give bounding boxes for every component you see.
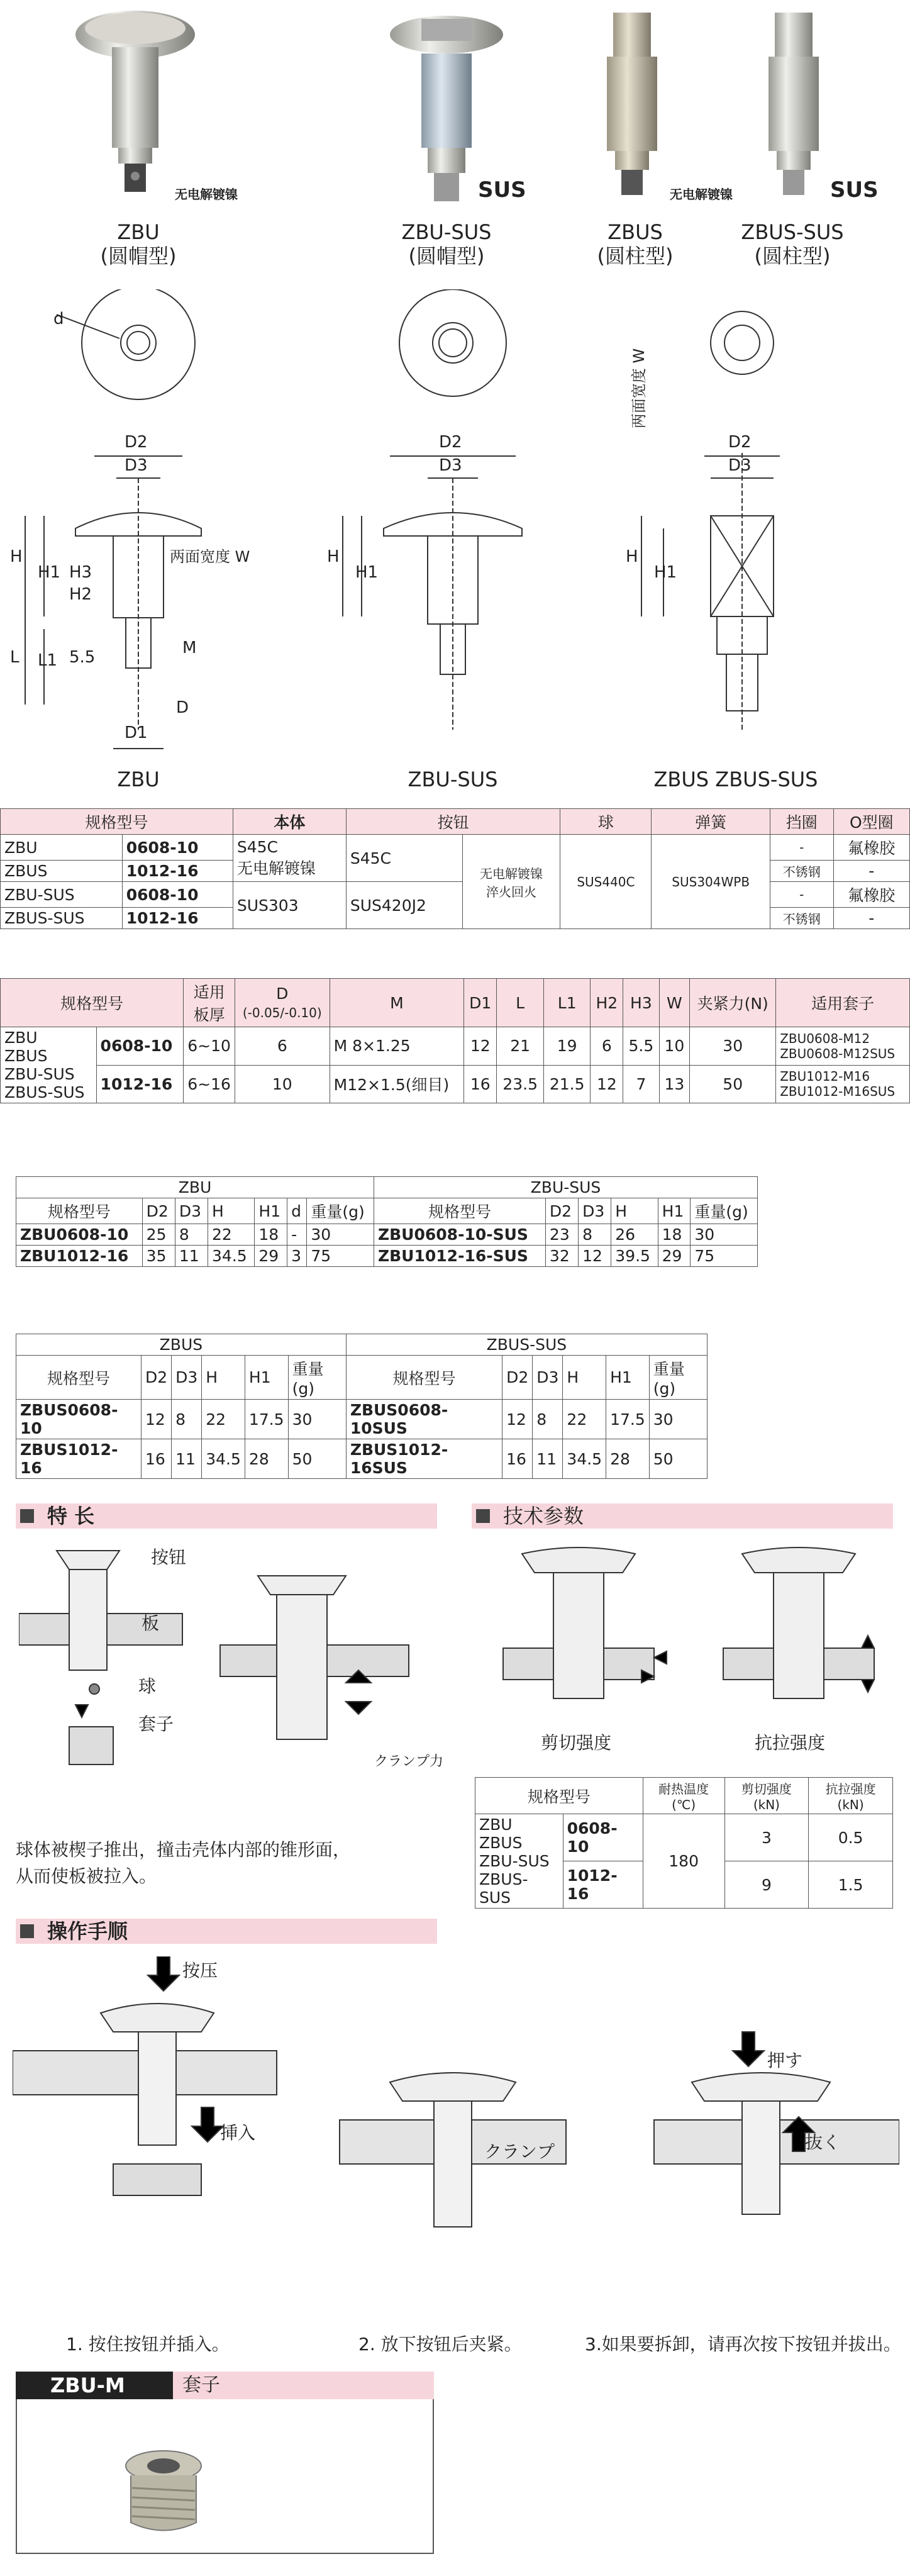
st-h2-1: 12 (591, 1065, 623, 1103)
zbus-sus-group: ZBUS-SUS (346, 1334, 707, 1356)
zs-m2-0: ZBUS0608-10SUS (346, 1400, 502, 1439)
features-square-icon (20, 1509, 34, 1523)
mt-oring-3: - (833, 908, 909, 929)
zt-h-1: 34.5 (208, 1246, 255, 1267)
mt-oring-2: 氟橡胶 (833, 882, 909, 908)
st-m-1: M12×1.5(细目) (330, 1065, 463, 1103)
st-d1-1: 16 (464, 1065, 497, 1103)
mt-h-spring: 弹簧 (652, 809, 770, 835)
zs-w-0: 30 (288, 1400, 346, 1439)
zs-h0: 规格型号 (16, 1356, 141, 1400)
dim-d3-zbu: D3 (125, 456, 148, 475)
zs-sh-1: 34.5 (563, 1439, 606, 1479)
zt-sh1-0: 18 (658, 1224, 691, 1246)
zs-h5: 重量(g) (288, 1356, 346, 1400)
zs-sh1-0: 17.5 (606, 1400, 650, 1439)
zt-sd2-1: 32 (545, 1246, 578, 1267)
op-pull-label: 抜く (805, 2132, 841, 2153)
operation-square-icon (20, 1924, 34, 1938)
zt-s-h2: D3 (579, 1198, 611, 1224)
dim-d2-zbus: D2 (728, 433, 752, 452)
st-h3-0: 5.5 (623, 1027, 659, 1066)
operation-diagram (13, 1956, 899, 2315)
zt-m2-0: ZBU0608-10-SUS (374, 1224, 546, 1246)
zt-s-h1: D2 (545, 1198, 578, 1224)
caption-zbus: ZBUS ZBUS-SUS (653, 767, 818, 791)
mt-model-2: ZBU-SUS (1, 882, 123, 908)
zbus-photo (607, 13, 657, 195)
zs-h-0: 22 (202, 1400, 245, 1439)
mt-size-2: 0608-10 (122, 882, 233, 908)
dim-w-zbus: 两面宽度 W (630, 348, 648, 429)
zs-h1: D2 (141, 1356, 171, 1400)
zs-sd2-0: 12 (502, 1400, 533, 1439)
mt-h-oring: O型圈 (833, 809, 909, 835)
zbu-photo (75, 11, 195, 192)
st-h-model: 规格型号 (1, 979, 184, 1027)
dim-d2-zbu: D2 (125, 433, 148, 452)
zt-h4: H1 (255, 1198, 287, 1224)
zs-s-h5: 重量(g) (649, 1356, 707, 1400)
zs-m2-1: ZBUS1012-16SUS (346, 1439, 502, 1479)
zs-m1-0: ZBUS0608-10 (16, 1400, 141, 1439)
zbus-dim-table (16, 1334, 707, 1479)
zbu-sus-code: ZBU-SUS (401, 220, 492, 244)
tt-h0: 规格型号 (475, 1778, 643, 1814)
mt-h-button: 按钮 (346, 809, 560, 835)
zt-s-h3: H (611, 1198, 658, 1224)
zt-s-h5: 重量(g) (691, 1198, 758, 1224)
mt-ring-2: - (770, 882, 833, 908)
zbus-sus-badge: SUS (830, 177, 879, 203)
zs-sh-0: 22 (563, 1400, 606, 1439)
st-l-1: 23.5 (497, 1065, 544, 1103)
mt-ring-1: 不锈钢 (770, 861, 833, 882)
zt-m2-1: ZBU1012-16-SUS (374, 1246, 546, 1267)
st-thick-0: 6~10 (184, 1027, 235, 1066)
dim-d3-zbus: D3 (728, 456, 752, 475)
mt-button-note: 无电解镀镍 淬火回火 (462, 835, 560, 929)
zt-d3-1: 11 (175, 1246, 208, 1267)
zbus-group: ZBUS (16, 1334, 347, 1356)
feat-ball-label: 球 (138, 1676, 157, 1697)
zbus-code: ZBUS (608, 220, 663, 244)
tt-models: ZBU ZBUS ZBU-SUS ZBUS-SUS (475, 1814, 563, 1909)
dim-d2-sus: D2 (439, 433, 462, 452)
dim-h-sus: H (327, 547, 340, 566)
mt-size-3: 1012-16 (122, 908, 233, 929)
st-h-force: 夹紧力(N) (690, 979, 776, 1027)
mt-ring-0: - (770, 835, 833, 861)
zt-h5: d (287, 1198, 307, 1224)
st-h3-1: 7 (623, 1065, 659, 1103)
feat-sleeve-label: 套子 (138, 1714, 174, 1734)
zt-h1-1: 29 (255, 1246, 287, 1267)
zs-h2: D3 (172, 1356, 202, 1400)
zs-h4: H1 (245, 1356, 288, 1400)
tt-tensile-1: 1.5 (809, 1861, 893, 1909)
zt-m1-1: ZBU1012-16 (16, 1246, 143, 1267)
mt-body-0: S45C 无电解镀镍 (233, 835, 346, 882)
zs-w-1: 50 (288, 1439, 346, 1479)
dim-d: d (53, 309, 64, 328)
zt-sw-1: 75 (691, 1246, 758, 1267)
zbum-sleeve-photo (113, 2441, 214, 2541)
zt-sd3-0: 8 (579, 1224, 611, 1246)
zs-sd3-0: 8 (533, 1400, 563, 1439)
st-h-d1: D1 (464, 979, 497, 1027)
mt-ring-3: 不锈钢 (770, 908, 833, 929)
st-h2-0: 6 (591, 1027, 623, 1066)
dim-h1-zbu: H1 (38, 563, 61, 582)
zs-s-h4: H1 (606, 1356, 650, 1400)
dim-h1-zbus: H1 (654, 563, 677, 582)
zt-d2-1: 35 (142, 1246, 175, 1267)
st-l1-0: 19 (543, 1027, 591, 1066)
st-h-m: M (330, 979, 463, 1027)
zbus-type: (圆柱型) (597, 244, 674, 268)
zt-h1-0: 18 (255, 1224, 287, 1246)
st-sleeve-1: ZBU1012-M16 ZBU1012-M16SUS (776, 1065, 910, 1103)
op-step-3: 3.如果要拆卸，请再次按下按钮并拔出。 (585, 2334, 901, 2355)
zt-s-h4: H1 (658, 1198, 691, 1224)
zt-sw-0: 30 (691, 1224, 758, 1246)
dim-d1: D1 (125, 723, 148, 742)
st-d1-0: 12 (464, 1027, 497, 1066)
st-h-l1: L1 (543, 979, 591, 1027)
st-h-sleeve: 适用套子 (776, 979, 910, 1027)
operation-title: 操作手顺 (47, 1919, 128, 1943)
mt-size-1: 1012-16 (122, 861, 233, 882)
dim-h1-sus: H1 (355, 563, 379, 582)
tt-shear-0: 3 (724, 1814, 809, 1861)
caption-zbu-sus: ZBU-SUS (408, 767, 498, 791)
zs-sd2-1: 16 (502, 1439, 533, 1479)
zbum-name: 套子 (173, 2372, 434, 2399)
tech-diagram (478, 1541, 893, 1724)
tt-h1: 耐热温度(℃) (643, 1778, 724, 1814)
st-h-l: L (497, 979, 544, 1027)
op-insert-label: 挿入 (220, 2122, 256, 2143)
dim-w-zbu: 两面宽度 W (170, 548, 250, 566)
zbu-sus-photo (390, 16, 503, 201)
mt-oring-0: 氟橡胶 (833, 835, 909, 861)
feat-desc-2: 从而使板被拉入。 (16, 1866, 157, 1887)
features-diagram (19, 1538, 434, 1853)
st-sleeve-0: ZBU0608-M12 ZBU0608-M12SUS (776, 1027, 910, 1066)
zbu-code: ZBU (117, 220, 160, 244)
zt-h6: 重量(g) (307, 1198, 374, 1224)
zs-s-h2: D3 (533, 1356, 563, 1400)
st-force-0: 30 (690, 1027, 776, 1066)
zbum-code: ZBU-M (16, 2372, 173, 2399)
zt-sh-0: 26 (611, 1224, 658, 1246)
feat-desc-1: 球体被楔子推出，撞击壳体内部的锥形面， (16, 1839, 351, 1860)
mt-model-0: ZBU (1, 835, 123, 861)
mt-model-3: ZBUS-SUS (1, 908, 123, 929)
dim-h-zbus: H (626, 547, 638, 566)
mt-h-ring: 挡圈 (770, 809, 833, 835)
zbus-sus-photo (769, 13, 819, 195)
zt-m1-0: ZBU0608-10 (16, 1224, 143, 1246)
mt-h-ball: 球 (560, 809, 652, 835)
zt-w-1: 75 (307, 1246, 374, 1267)
tt-shear-1: 9 (724, 1861, 809, 1909)
zs-d2-1: 16 (141, 1439, 171, 1479)
tech-shear-label: 剪切强度 (541, 1732, 612, 1753)
st-h-w: W (659, 979, 690, 1027)
zbu-sus-group: ZBU-SUS (374, 1177, 758, 1198)
tt-size-1: 1012-16 (563, 1861, 643, 1909)
dim-l: L (10, 648, 19, 667)
zt-d2-0: 25 (142, 1224, 175, 1246)
st-w-0: 10 (659, 1027, 690, 1066)
zbus-note: 无电解镀镍 (670, 187, 733, 202)
op-press-label: 按压 (182, 1960, 218, 1981)
material-table (0, 808, 910, 929)
op-push-label: 押す (767, 2050, 803, 2071)
tt-h3: 抗拉强度(kN) (809, 1778, 893, 1814)
zs-s-h0: 规格型号 (346, 1356, 502, 1400)
feat-button-label: 按钮 (151, 1547, 187, 1568)
mt-ball: SUS440C (560, 835, 652, 929)
zbu-dim-table (16, 1176, 758, 1267)
mt-h-body: 本体 (233, 809, 346, 835)
op-step-1: 1. 按住按钮并插入。 (66, 2334, 230, 2355)
zt-d-0: - (287, 1224, 307, 1246)
zt-sh1-1: 29 (658, 1246, 691, 1267)
zt-sd2-0: 23 (545, 1224, 578, 1246)
st-size-0: 0608-10 (96, 1027, 184, 1066)
dim-55: 5.5 (69, 648, 96, 667)
zbus-sus-code: ZBUS-SUS (741, 220, 844, 244)
zbu-note: 无电解镀镍 (175, 187, 238, 202)
technical-drawings (0, 289, 910, 793)
zs-sw-0: 30 (649, 1400, 707, 1439)
zt-h1: D2 (142, 1198, 175, 1224)
mt-size-0: 0608-10 (122, 835, 233, 861)
zs-d2-0: 12 (141, 1400, 171, 1439)
dim-m: M (182, 638, 197, 657)
mt-model-1: ZBUS (1, 861, 123, 882)
dim-l1: L1 (38, 651, 58, 670)
st-w-1: 13 (659, 1065, 690, 1103)
zs-d3-1: 11 (172, 1439, 202, 1479)
tech-title: 技术参数 (503, 1504, 584, 1528)
dim-h3: H3 (69, 563, 92, 582)
zs-sw-1: 50 (649, 1439, 707, 1479)
tt-tensile-0: 0.5 (809, 1814, 893, 1861)
mt-oring-1: - (833, 861, 909, 882)
zs-d3-0: 8 (172, 1400, 202, 1439)
st-h-d: D (-0.05/-0.10) (235, 979, 330, 1027)
st-l1-1: 21.5 (543, 1065, 591, 1103)
st-h-thick: 适用板厚 (184, 979, 235, 1027)
dim-dd: D (176, 698, 189, 717)
mt-body-2: SUS303 (233, 882, 346, 929)
zs-sh1-1: 28 (606, 1439, 650, 1479)
zbu-type: (圆帽型) (100, 244, 177, 268)
st-h-h3: H3 (623, 979, 659, 1027)
zs-s-h3: H (563, 1356, 606, 1400)
tt-temp: 180 (643, 1814, 724, 1909)
zbu-sus-badge: SUS (478, 177, 526, 203)
zbus-sus-type: (圆柱型) (754, 244, 831, 268)
st-h-h2: H2 (591, 979, 623, 1027)
st-thick-1: 6~16 (184, 1065, 235, 1103)
zt-d3-0: 8 (175, 1224, 208, 1246)
zs-h1-1: 28 (245, 1439, 288, 1479)
st-models: ZBU ZBUS ZBU-SUS ZBUS-SUS (1, 1027, 97, 1103)
zt-h-0: 22 (208, 1224, 255, 1246)
tech-tensile-label: 抗拉强度 (755, 1732, 826, 1753)
st-force-1: 50 (690, 1065, 776, 1103)
zs-h3: H (202, 1356, 245, 1400)
dim-h-zbu: H (10, 547, 23, 566)
feat-plate-label: 板 (141, 1613, 160, 1634)
st-m-0: M 8×1.25 (330, 1027, 463, 1066)
zs-sd3-1: 11 (533, 1439, 563, 1479)
zs-h1-0: 17.5 (245, 1400, 288, 1439)
st-d-0: 6 (235, 1027, 330, 1066)
features-title: 特 长 (47, 1504, 95, 1528)
spec-table (0, 978, 910, 1103)
tt-size-0: 0608-10 (563, 1814, 643, 1861)
tech-square-icon (476, 1509, 490, 1523)
zt-d-1: 3 (287, 1246, 307, 1267)
zt-h3: H (208, 1198, 255, 1224)
zt-s-h0: 规格型号 (374, 1198, 546, 1224)
zs-s-h1: D2 (502, 1356, 533, 1400)
zt-sd3-1: 12 (579, 1246, 611, 1267)
mt-h-model: 规格型号 (1, 809, 233, 835)
zt-w-0: 30 (307, 1224, 374, 1246)
tt-h2: 剪切强度(kN) (724, 1778, 809, 1814)
zt-h0: 规格型号 (16, 1198, 143, 1224)
dim-d3-sus: D3 (439, 456, 462, 475)
mt-button-0: S45C (346, 835, 462, 882)
st-d-1: 10 (235, 1065, 330, 1103)
zs-m1-1: ZBUS1012-16 (16, 1439, 141, 1479)
zs-h-1: 34.5 (202, 1439, 245, 1479)
op-clamp-label: クランプ (484, 2141, 555, 2162)
st-size-1: 1012-16 (96, 1065, 184, 1103)
op-step-2: 2. 放下按钮后夹紧。 (358, 2334, 522, 2355)
dim-h2: H2 (69, 585, 92, 604)
zt-h2: D3 (175, 1198, 208, 1224)
zt-sh-1: 39.5 (611, 1246, 658, 1267)
zbu-group: ZBU (16, 1177, 374, 1198)
tech-table (475, 1777, 893, 1909)
mt-button-2: SUS420J2 (346, 882, 462, 929)
mt-spring: SUS304WPB (652, 835, 770, 929)
zbu-sus-type: (圆帽型) (408, 244, 485, 268)
feat-clamp-label: クランプ力 (374, 1754, 444, 1770)
caption-zbu: ZBU (117, 767, 160, 791)
st-l-0: 21 (497, 1027, 544, 1066)
